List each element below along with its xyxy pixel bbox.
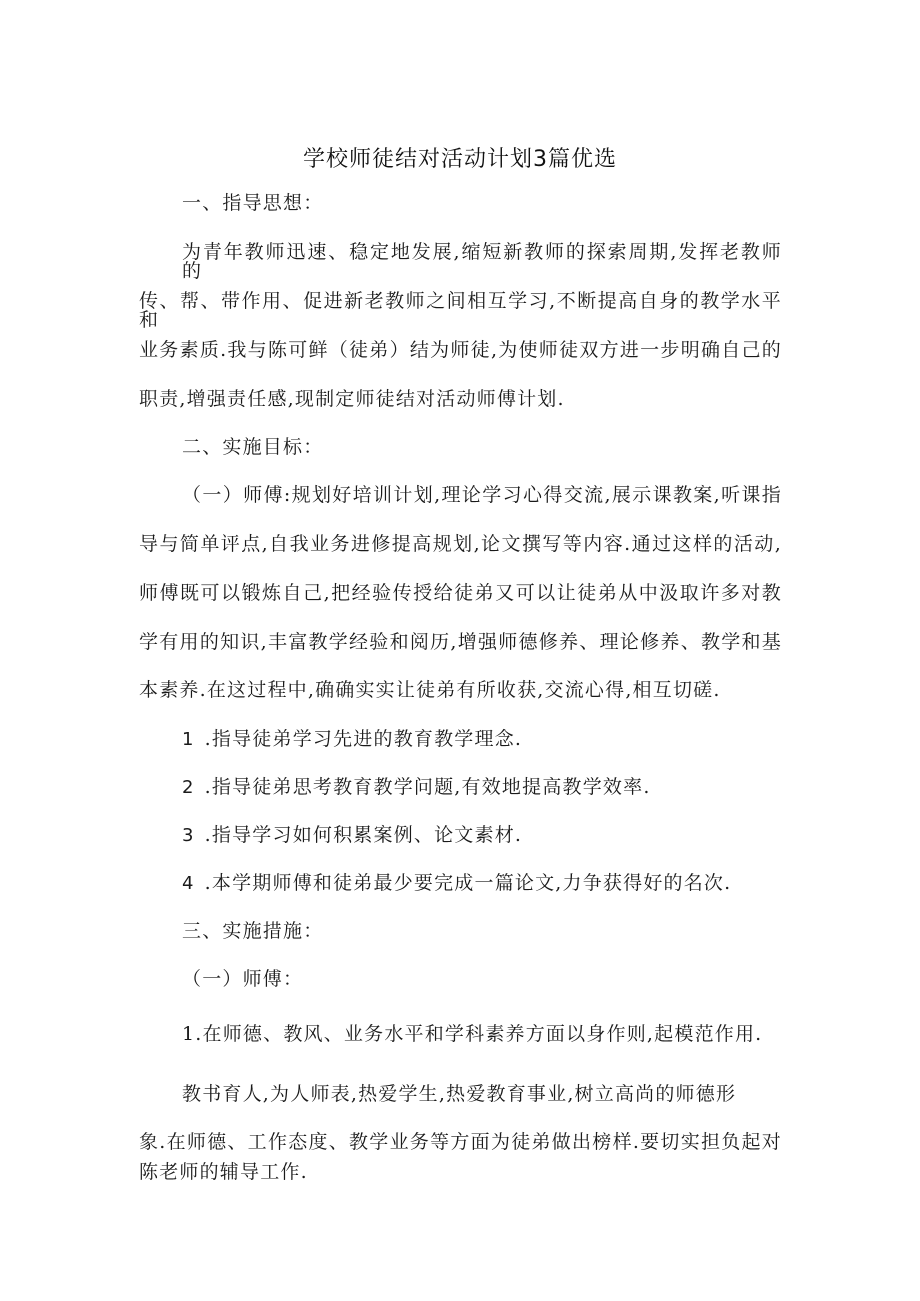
list-item-number: 2 xyxy=(182,777,195,798)
paragraph-line: 传、帮、带作用、促进新老教师之间相互学习,不断提高自身的教学水平和 xyxy=(139,290,782,331)
list-item xyxy=(182,874,731,893)
list-item-number: 4 xyxy=(182,873,195,894)
list-item xyxy=(182,730,522,749)
paragraph-line: 本素养.在这过程中,确确实实让徒弟有所收获,交流心得,相互切磋. xyxy=(139,679,721,701)
paragraph-line: 职责,增强责任感,现制定师徒结对活动师傅计划. xyxy=(139,388,565,410)
paragraph-line: 学有用的知识,丰富教学经验和阅历,增强师德修养、理论修养、教学和基 xyxy=(139,631,782,653)
list-item-number: 3 xyxy=(182,825,195,846)
list-item xyxy=(182,778,651,797)
list-item-text: .指导学习如何积累案例、论文素材. xyxy=(204,824,523,846)
paragraph-line: 象.在师德、工作态度、教学业务等方面为徒弟做出榜样.要切实担负起对 xyxy=(139,1131,782,1153)
list-item xyxy=(182,826,522,845)
paragraph-line: 陈老师的辅导工作. xyxy=(139,1161,308,1183)
sub-heading-mentor: （一）师傅： xyxy=(182,968,304,990)
section-heading-guiding-thought: 一、指导思想： xyxy=(182,192,324,214)
paragraph-line: 为青年教师迅速、稳定地发展,缩短新教师的探索周期,发挥老教师的 xyxy=(182,241,782,282)
list-item-text: .指导徒弟学习先进的教育教学理念. xyxy=(204,728,523,750)
paragraph-line: 师傅既可以锻炼自己,把经验传授给徒弟又可以让徒弟从中汲取许多对教 xyxy=(139,582,782,604)
document-title: 学校师徒结对活动计划3篇优选 xyxy=(303,147,617,172)
paragraph-line: 教书育人,为人师表,热爱学生,热爱教育事业,树立高尚的师德形 xyxy=(182,1083,737,1105)
list-item-text: .本学期师傅和徒弟最少要完成一篇论文,力争获得好的名次. xyxy=(204,872,732,894)
section-heading-measures: 三、实施措施： xyxy=(182,920,324,942)
list-item-number: 1 xyxy=(182,729,195,750)
measure-item: 1.在师德、教风、业务水平和学科素养方面以身作则,起模范作用. xyxy=(182,1023,763,1045)
paragraph-line: （一）师傅:规划好培训计划,理论学习心得交流,展示课教案,听课指 xyxy=(182,484,782,506)
paragraph-line: 导与简单评点,自我业务进修提高规划,论文撰写等内容.通过这样的活动, xyxy=(139,533,782,555)
paragraph-line: 业务素质.我与陈可鲜（徒弟）结为师徒,为使师徒双方进一步明确自己的 xyxy=(139,339,782,361)
list-item-text: .指导徒弟思考教育教学问题,有效地提高教学效率. xyxy=(204,776,651,798)
section-heading-goals: 二、实施目标： xyxy=(182,436,324,458)
